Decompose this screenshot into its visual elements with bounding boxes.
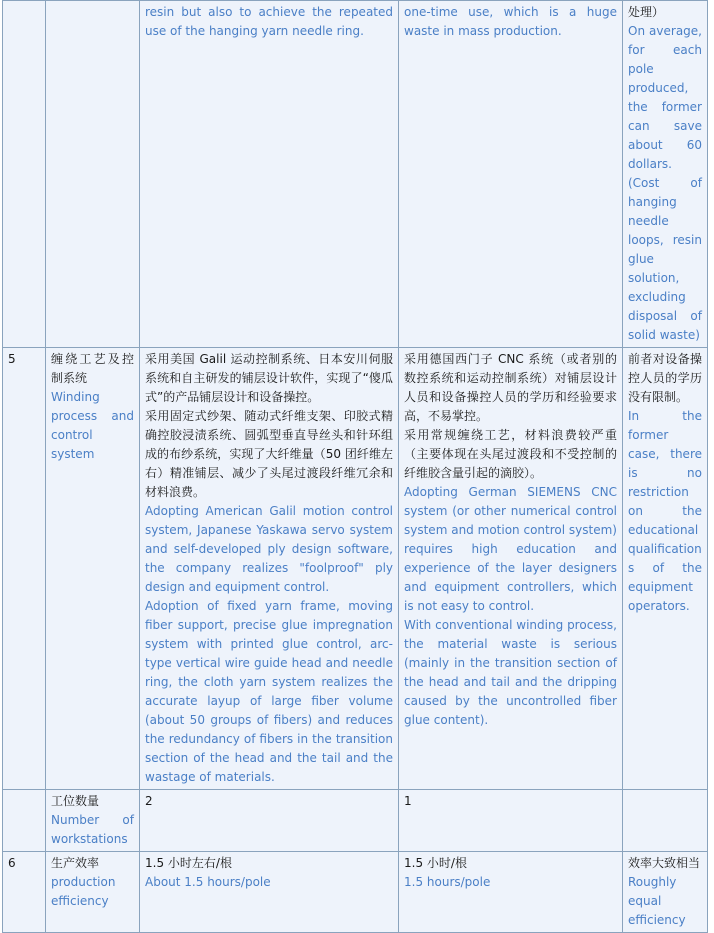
- remark-zh: 前者对设备操控人员的学历没有限制。: [628, 352, 702, 404]
- method-b-en-1: Adopting German SIEMENS CNC system (or other numerical control system and motion control system) requires high education and experience of the layer designers and equipment controllers, which is not easy to control.: [404, 485, 617, 613]
- method-b-cell: [399, 1, 623, 348]
- table-row: [3, 790, 708, 852]
- remark-zh: 处理）: [628, 5, 665, 19]
- remark-cell: [623, 852, 708, 933]
- method-a-en: About 1.5 hours/pole: [145, 875, 271, 889]
- method-a-cell: 2: [140, 790, 399, 852]
- method-a-zh-1: 采用美国 Galil 运动控制系统、日本安川伺服系统和自主研发的铺层设计软件，实现了“傻瓜式”的产品铺层设计和设备操控。: [145, 352, 393, 404]
- method-a-en-1: Adopting American Galil motion control system, Japanese Yaskawa servo system and self-developed ply design software, the company realizes "foolproof" ply design and equipment control.: [145, 504, 393, 594]
- method-a-cell: [140, 348, 399, 790]
- method-a-zh: 1.5 小时左右/根: [145, 856, 232, 870]
- table-row: [3, 348, 708, 790]
- comparison-table: [2, 0, 708, 933]
- no-cell: 6: [3, 852, 46, 933]
- remark-en: In the former case, there is no restriction on the educational qualifications of the equipment operators.: [628, 409, 702, 613]
- item-cell: [46, 852, 140, 933]
- no-cell: [3, 790, 46, 852]
- method-b-cell: 1: [399, 790, 623, 852]
- method-a-cell: [140, 852, 399, 933]
- item-cell: [46, 1, 140, 348]
- method-b-cell: [399, 348, 623, 790]
- remark-en: On average, for each pole produced, the former can save about 60 dollars. (Cost of hanging needle loops, resin glue solution, excluding disposal of solid waste): [628, 24, 702, 342]
- method-a-en-2: Adoption of fixed yarn frame, moving fiber support, precise glue impregnation system with printed glue control, arc-type vertical wire guide head and needle ring, the cloth yarn system realizes the accurate layup of large fiber volume (about 50 groups of fibers) and reduces the redundancy of fibers in the transition section of the head and the tail and the wastage of materials.: [145, 599, 393, 784]
- method-b-cell: [399, 852, 623, 933]
- item-zh: 生产效率: [51, 856, 100, 870]
- item-en: production efficiency: [51, 875, 116, 908]
- remark-cell: [623, 348, 708, 790]
- no-cell: 5: [3, 348, 46, 790]
- item-cell: [46, 790, 140, 852]
- method-a-en: resin but also to achieve the repeated use of the hanging yarn needle ring.: [145, 5, 393, 38]
- item-en: Number of workstations: [51, 813, 134, 846]
- remark-cell: [623, 790, 708, 852]
- method-a-zh-2: 采用固定式纱架、随动式纤维支架、印胶式精确控胶浸渍系统、圆弧型垂直导丝头和针环组成的布纱系统，实现了大纤维量（50 团纤维左右）精准铺层、减少了头尾过渡段纤维冗余和材料浪费。: [145, 409, 393, 499]
- remark-en: Roughly equal efficiency: [628, 875, 686, 927]
- item-en: Winding process and control system: [51, 390, 134, 461]
- method-b-en: 1.5 hours/pole: [404, 875, 491, 889]
- remark-cell: [623, 1, 708, 348]
- remark-zh: 效率大致相当: [628, 856, 701, 870]
- table-row: [3, 852, 708, 933]
- method-b-zh: 1.5 小时/根: [404, 856, 467, 870]
- method-b-en: one-time use, which is a huge waste in mass production.: [404, 5, 617, 38]
- method-b-zh-2: 采用常规缠绕工艺，材料浪费较严重（主要体现在头尾过渡段和不受控制的纤维胶含量引起的滴胶）。: [404, 428, 617, 480]
- method-b-zh-1: 采用德国西门子 CNC 系统（或者别的数控系统和运动控制系统）对铺层设计人员和设备操控人员的学历和经验要求高，不易掌控。: [404, 352, 617, 423]
- item-zh: 工位数量: [51, 794, 100, 808]
- item-zh: 缠绕工艺及控制系统: [51, 352, 134, 385]
- method-b-en-2: With conventional winding process, the material waste is serious (mainly in the transition section of the head and tail and the dripping caused by the uncontrolled fiber glue content).: [404, 618, 617, 727]
- no-cell: [3, 1, 46, 348]
- method-a-cell: [140, 1, 399, 348]
- item-cell: [46, 348, 140, 790]
- table-row: [3, 1, 708, 348]
